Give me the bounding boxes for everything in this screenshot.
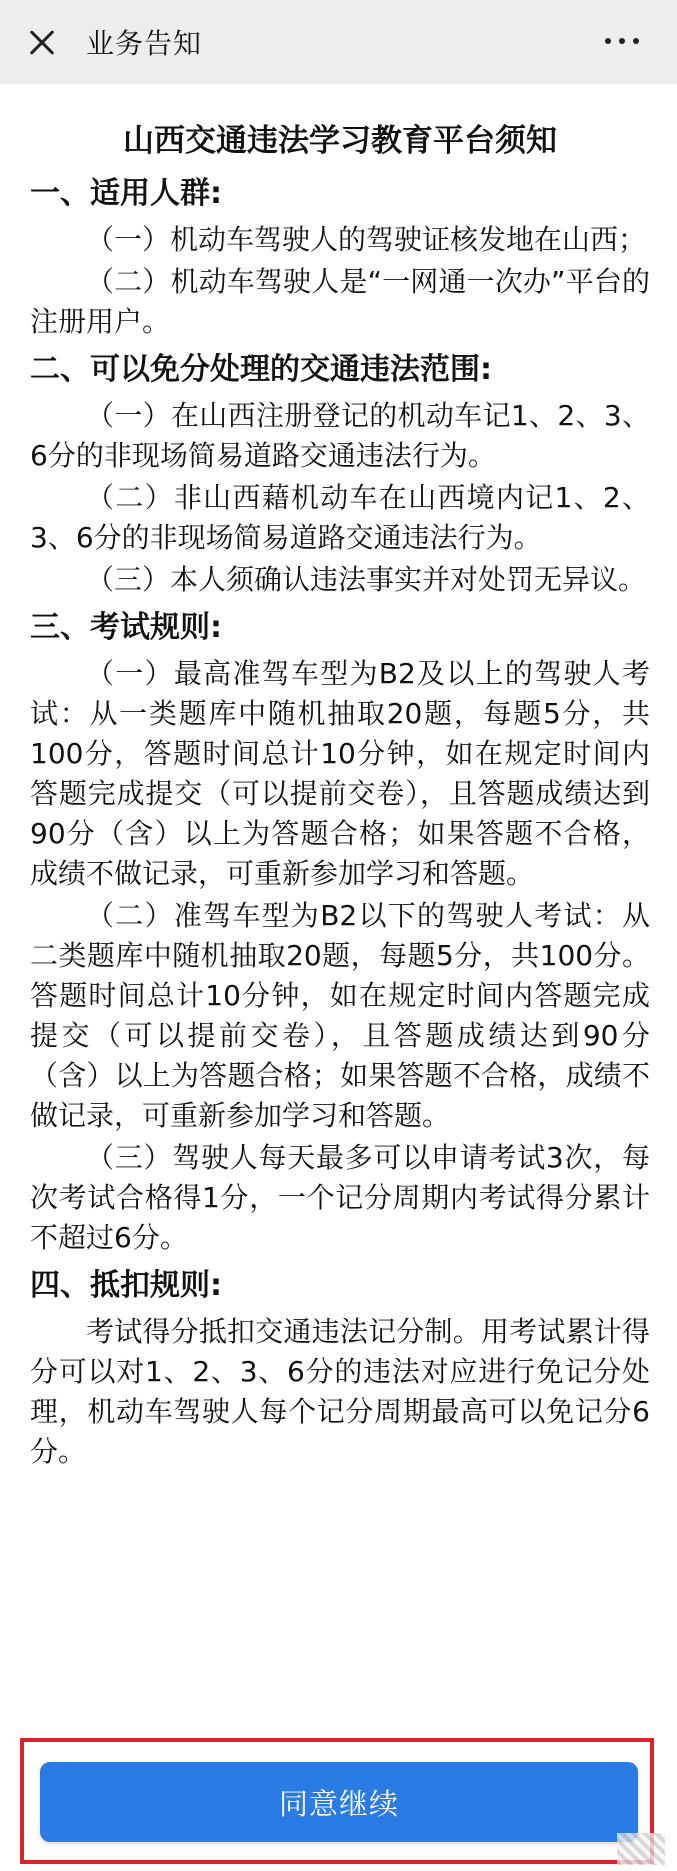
more-icon[interactable] [605,38,639,44]
section-heading: 三、考试规则: [30,610,222,645]
close-icon[interactable] [22,22,62,62]
section-1 [30,168,650,342]
section-heading: 四、抵扣规则: [30,1268,222,1303]
section-4 [30,1260,650,1472]
section-paragraph: （三）驾驶人每天最多可以申请考试3次，每次考试合格得1分，一个记分周期内考试得分累计不超过6分。 [30,1141,650,1254]
section-paragraph: （一）最高准驾车型为B2及以上的驾驶人考试：从一类题库中随机抽取20题，每题5分，共100分，答题时间总计10分钟，如在规定时间内答题完成提交（可以提前交卷），且答题成绩达到90分（含）以上为答题合格；如果答题不合格，成绩不做记录，可重新参加学习和答题。 [30,657,650,890]
section-heading: 二、可以免分处理的交通违法范围: [30,352,492,387]
section-paragraph: （一）机动车驾驶人的驾驶证核发地在山西； [86,223,647,256]
document-title: 山西交通违法学习教育平台须知 [123,123,557,159]
section-2 [30,344,650,600]
watermark-mark [617,1833,665,1865]
section-paragraph: （三）本人须确认违法事实并对处罚无异议。 [86,563,647,596]
notice-content [30,100,650,1474]
section-paragraph: （二）非山西藉机动车在山西境内记1、2、3、6分的非现场简易道路交通违法行为。 [30,481,650,554]
section-paragraph: （二）机动车驾驶人是“一网通一次办”平台的注册用户。 [30,265,650,338]
section-heading: 一、适用人群: [30,176,222,211]
section-paragraph: （二）准驾车型为B2以下的驾驶人考试：从二类题库中随机抽取20题，每题5分，共100分。答题时间总计10分钟，如在规定时间内答题完成提交（可以提前交卷），且答题成绩达到90分（含）以上为答题合格；如果答题不合格，成绩不做记录，可重新参加学习和答题。 [30,899,650,1132]
section-3 [30,602,650,1258]
top-bar [0,0,677,84]
agree-continue-button[interactable]: 同意继续 [40,1762,638,1842]
section-paragraph: （一）在山西注册登记的机动车记1、2、3、6分的非现场简易道路交通违法行为。 [30,399,650,472]
section-paragraph: 考试得分抵扣交通违法记分制。用考试累计得分可以对1、2、3、6分的违法对应进行免记分处理，机动车驾驶人每个记分周期最高可以免记分6分。 [30,1315,650,1468]
page-title: 业务告知 [86,27,203,60]
